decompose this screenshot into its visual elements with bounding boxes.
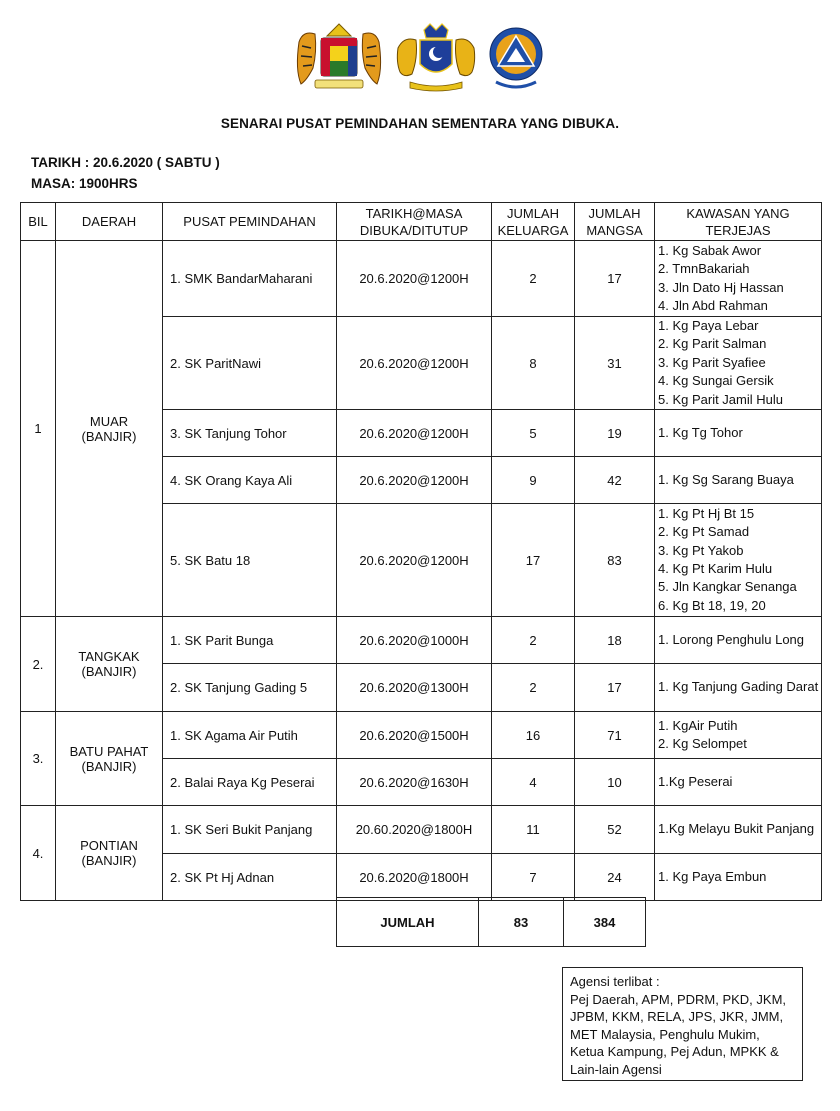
keluarga-cell: 2 <box>492 617 575 664</box>
table-row <box>21 712 822 759</box>
daerah-cell: PONTIAN (BANJIR) <box>56 806 163 901</box>
pusat-cell: 1. SK Agama Air Putih <box>163 712 337 759</box>
daerah-cell: BATU PAHAT (BANJIR) <box>56 712 163 806</box>
pusat-cell: 1. SK Seri Bukit Panjang <box>163 806 337 854</box>
mangsa-cell: 19 <box>575 410 655 457</box>
mangsa-cell: 17 <box>575 241 655 317</box>
tarikh-cell: 20.6.2020@1200H <box>337 457 492 504</box>
table-row <box>21 806 822 854</box>
keluarga-cell: 2 <box>492 664 575 712</box>
header-tarikh: TARIKH@MASA DIBUKA/DITUTUP <box>337 203 492 241</box>
tarikh-cell: 20.6.2020@1500H <box>337 712 492 759</box>
tarikh-cell: 20.6.2020@1200H <box>337 410 492 457</box>
keluarga-cell: 9 <box>492 457 575 504</box>
table-row <box>21 241 822 317</box>
total-mangsa: 384 <box>564 898 646 947</box>
agencies-line: Ketua Kampung, Pej Adun, MPKK & <box>570 1044 779 1060</box>
pusat-cell: 1. SMK BandarMaharani <box>163 241 337 317</box>
mangsa-cell: 31 <box>575 317 655 410</box>
agencies-line: Lain-lain Agensi <box>570 1061 662 1077</box>
keluarga-cell: 4 <box>492 759 575 806</box>
mangsa-cell: 10 <box>575 759 655 806</box>
keluarga-cell: 17 <box>492 504 575 617</box>
pusat-cell: 5. SK Batu 18 <box>163 504 337 617</box>
time-line: MASA: 1900HRS <box>31 176 138 191</box>
pusat-cell: 2. SK ParitNawi <box>163 317 337 410</box>
totals-row <box>337 898 646 947</box>
pusat-cell: 1. SK Parit Bunga <box>163 617 337 664</box>
agencies-heading: Agensi terlibat : <box>570 974 660 989</box>
kawasan-cell: 1. Kg Sabak Awor 2. TmnBakariah 3. Jln Dato Hj Hassan 4. Jln Abd Rahman <box>655 241 822 317</box>
header-daerah: DAERAH <box>56 203 163 241</box>
pusat-cell: 2. SK Tanjung Gading 5 <box>163 664 337 712</box>
kawasan-cell: 1. Kg Pt Hj Bt 15 2. Kg Pt Samad 3. Kg Pt Yakob 4. Kg Pt Karim Hulu 5. Jln Kangkar Senanga 6. Kg Bt 18, 19, 20 <box>655 504 822 617</box>
kawasan-cell: 1.Kg Peserai <box>655 759 822 806</box>
mangsa-cell: 42 <box>575 457 655 504</box>
tarikh-cell: 20.6.2020@1000H <box>337 617 492 664</box>
bil-cell: 4. <box>21 806 56 901</box>
keluarga-cell: 5 <box>492 410 575 457</box>
agencies-box <box>562 967 803 1081</box>
malaysia-coat-of-arms-icon <box>293 22 385 94</box>
kawasan-cell: 1. Kg Paya Embun <box>655 854 822 901</box>
johor-state-crest-icon <box>394 22 478 94</box>
mangsa-cell: 83 <box>575 504 655 617</box>
table-header-row <box>21 203 822 241</box>
logo-row <box>0 22 840 98</box>
header-mangsa: JUMLAH MANGSA <box>575 203 655 241</box>
table-row <box>21 617 822 664</box>
pusat-cell: 3. SK Tanjung Tohor <box>163 410 337 457</box>
header-bil: BIL <box>21 203 56 241</box>
kawasan-cell: 1. Kg Sg Sarang Buaya <box>655 457 822 504</box>
pusat-cell: 4. SK Orang Kaya Ali <box>163 457 337 504</box>
header-pusat: PUSAT PEMINDAHAN <box>163 203 337 241</box>
kawasan-cell: 1.Kg Melayu Bukit Panjang <box>655 806 822 854</box>
tarikh-cell: 20.6.2020@1200H <box>337 504 492 617</box>
tarikh-cell: 20.6.2020@1800H <box>337 854 492 901</box>
page-title: SENARAI PUSAT PEMINDAHAN SEMENTARA YANG DIBUKA. <box>220 116 620 131</box>
bil-cell: 2. <box>21 617 56 712</box>
totals-table <box>336 897 646 947</box>
evacuation-centres-table <box>20 202 822 901</box>
keluarga-cell: 16 <box>492 712 575 759</box>
mangsa-cell: 17 <box>575 664 655 712</box>
keluarga-cell: 11 <box>492 806 575 854</box>
header-kawasan: KAWASAN YANG TERJEJAS <box>655 203 822 241</box>
bil-cell: 1 <box>21 241 56 617</box>
pusat-cell: 2. SK Pt Hj Adnan <box>163 854 337 901</box>
mangsa-cell: 18 <box>575 617 655 664</box>
total-keluarga: 83 <box>479 898 564 947</box>
pusat-cell: 2. Balai Raya Kg Peserai <box>163 759 337 806</box>
keluarga-cell: 7 <box>492 854 575 901</box>
kawasan-cell: 1. Kg Tanjung Gading Darat <box>655 664 822 712</box>
kawasan-cell: 1. Lorong Penghulu Long <box>655 617 822 664</box>
keluarga-cell: 2 <box>492 241 575 317</box>
kawasan-cell: 1. Kg Paya Lebar 2. Kg Parit Salman 3. Kg Parit Syafiee 4. Kg Sungai Gersik 5. Kg Parit Jamil Hulu <box>655 317 822 410</box>
tarikh-cell: 20.6.2020@1200H <box>337 241 492 317</box>
tarikh-cell: 20.6.2020@1300H <box>337 664 492 712</box>
date-line: TARIKH : 20.6.2020 ( SABTU ) <box>31 155 220 170</box>
mangsa-cell: 24 <box>575 854 655 901</box>
keluarga-cell: 8 <box>492 317 575 410</box>
tarikh-cell: 20.6.2020@1630H <box>337 759 492 806</box>
agencies-line: JPBM, KKM, RELA, JPS, JKR, JMM, <box>570 1009 784 1025</box>
total-label: JUMLAH <box>337 898 479 947</box>
mangsa-cell: 71 <box>575 712 655 759</box>
bil-cell: 3. <box>21 712 56 806</box>
kawasan-cell: 1. KgAir Putih 2. Kg Selompet <box>655 712 822 759</box>
daerah-cell: TANGKAK (BANJIR) <box>56 617 163 712</box>
civil-defence-logo-icon <box>488 22 544 94</box>
daerah-cell: MUAR (BANJIR) <box>56 241 163 617</box>
header-keluarga: JUMLAH KELUARGA <box>492 203 575 241</box>
kawasan-cell: 1. Kg Tg Tohor <box>655 410 822 457</box>
tarikh-cell: 20.6.2020@1200H <box>337 317 492 410</box>
agencies-line: Pej Daerah, APM, PDRM, PKD, JKM, <box>570 991 787 1007</box>
agencies-line: MET Malaysia, Penghulu Mukim, <box>570 1026 760 1042</box>
tarikh-cell: 20.60.2020@1800H <box>337 806 492 854</box>
mangsa-cell: 52 <box>575 806 655 854</box>
